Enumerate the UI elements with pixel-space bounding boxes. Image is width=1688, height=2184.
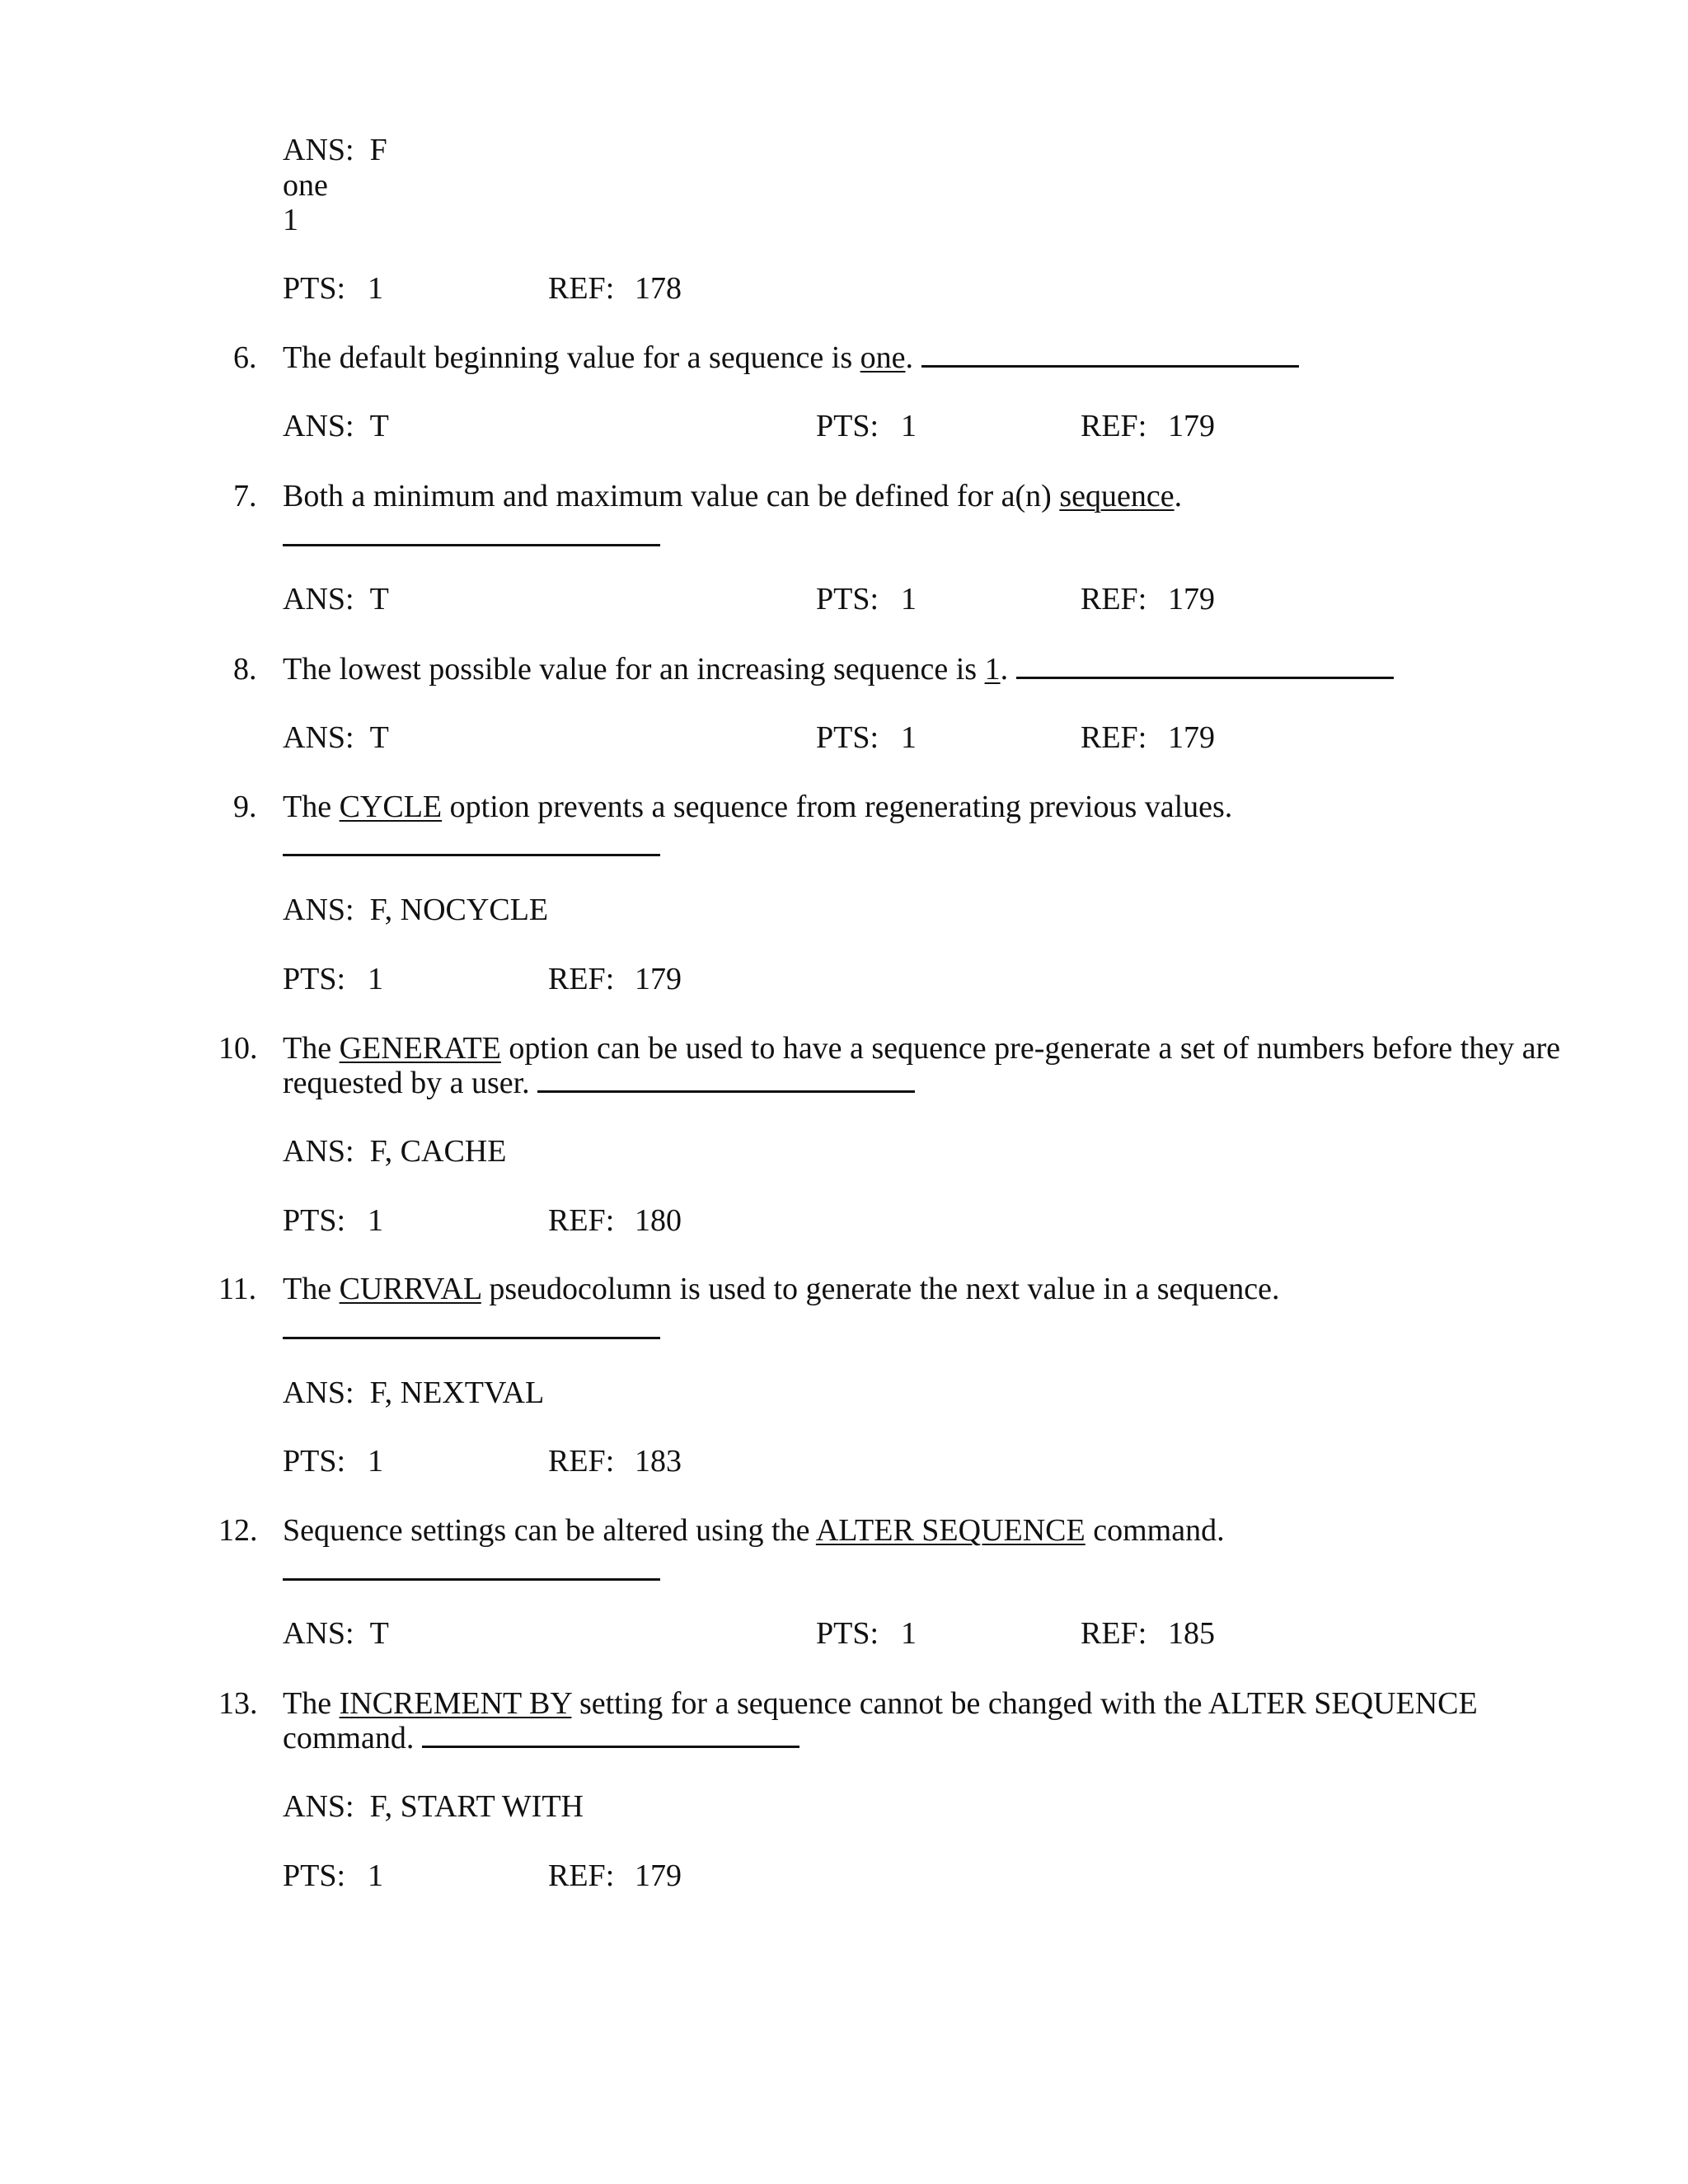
ans-value: T (369, 582, 389, 616)
answer-blank (283, 1578, 660, 1581)
ans-value: F, CACHE (369, 1134, 507, 1169)
reference-label: REF: (1081, 720, 1147, 755)
underlined-term: ALTER SEQUENCE (815, 1513, 1085, 1548)
question-number: 10. (218, 1031, 258, 1066)
answer-blank (1016, 652, 1394, 679)
ans-label: ANS: (283, 1789, 354, 1824)
question-text-part: The (283, 1031, 340, 1066)
answer-line (283, 892, 548, 928)
points-value: 1 (368, 271, 383, 306)
question-text (283, 1030, 1560, 1066)
points-value: 1 (901, 409, 917, 443)
ans-label: ANS: (283, 582, 354, 616)
question-text-part: option can be used to have a sequence pre-generate a set of numbers before they are (500, 1031, 1560, 1066)
reference-label: REF: (548, 1858, 615, 1893)
points-label: PTS: (283, 1858, 346, 1893)
question-text-part: The (283, 1272, 340, 1306)
answer-blank (422, 1721, 799, 1748)
question-text-part: command. (1085, 1513, 1225, 1548)
question-text-part: setting for a sequence cannot be changed with the ALTER SEQUENCE (571, 1686, 1478, 1721)
question-text (283, 340, 1299, 376)
ans-value: T (369, 1616, 389, 1651)
reference-value: 183 (635, 1444, 682, 1479)
question-text (283, 789, 1232, 825)
ans-value: F, NOCYCLE (369, 893, 549, 927)
underlined-term: CURRVAL (339, 1272, 481, 1306)
answer-blank (283, 544, 660, 546)
answer-line (283, 1788, 584, 1825)
reference-value: 178 (635, 271, 682, 306)
ans-value: F (369, 133, 387, 167)
answer-line (283, 581, 389, 617)
reference-value: 179 (635, 1858, 682, 1893)
reference-value: 179 (1168, 409, 1215, 443)
ans-label: ANS: (283, 893, 354, 927)
reference-value: 180 (635, 1203, 682, 1238)
answer-line (283, 408, 389, 444)
underlined-term: INCREMENT BY (339, 1686, 572, 1721)
ans-label: ANS: (283, 1616, 354, 1651)
question-text-part: . (905, 340, 921, 375)
question-text (283, 1512, 1225, 1549)
question-text-part: option prevents a sequence from regenerating previous values. (442, 790, 1233, 824)
underlined-term: 1 (984, 652, 1001, 687)
ans-label: ANS: (283, 409, 354, 443)
question-text-part: requested by a user. (283, 1066, 538, 1100)
ans-label: ANS: (283, 1376, 354, 1410)
question-text (283, 1685, 1478, 1722)
ans-value: F, NEXTVAL (369, 1376, 545, 1410)
points-value: 1 (368, 1858, 383, 1893)
points-label: PTS: (816, 409, 879, 443)
ans-value: T (369, 409, 389, 443)
reference-label: REF: (548, 962, 615, 996)
reference-label: REF: (548, 1203, 615, 1238)
question-text (283, 651, 1394, 687)
question-number: 6. (233, 340, 257, 375)
answer-line (283, 1375, 544, 1411)
underlined-term: CYCLE (339, 790, 443, 824)
points-label: PTS: (283, 1203, 346, 1238)
question-text-part: . (1000, 652, 1016, 687)
question-number: 11. (218, 1272, 257, 1306)
points-value: 1 (368, 962, 383, 996)
question-text-part: pseudocolumn is used to generate the next value in a sequence. (481, 1272, 1280, 1306)
answer-line (283, 1615, 389, 1652)
ans-label: ANS: (283, 133, 354, 167)
question-number: 7. (233, 479, 257, 513)
answer-blank (921, 340, 1299, 368)
points-value: 1 (368, 1203, 383, 1238)
underlined-term: GENERATE (339, 1031, 501, 1066)
reference-value: 179 (1168, 720, 1215, 755)
answer-extra-line: 1 (283, 203, 298, 237)
ans-label: ANS: (283, 720, 354, 755)
question-text-continued (283, 1065, 915, 1101)
underlined-term: sequence (1059, 479, 1175, 513)
reference-label: REF: (548, 1444, 615, 1479)
answer-blank (283, 1337, 660, 1339)
question-text (283, 478, 1182, 514)
answer-extra-line: one (283, 168, 328, 203)
answer-line (283, 1133, 506, 1169)
reference-label: REF: (1081, 582, 1147, 616)
reference-label: REF: (1081, 409, 1147, 443)
question-text-part: Sequence settings can be altered using the (283, 1513, 816, 1548)
ans-value: T (369, 720, 389, 755)
question-number: 9. (233, 790, 257, 824)
question-text-part: The (283, 1686, 340, 1721)
ans-value: F, START WITH (369, 1789, 584, 1824)
question-number: 12. (218, 1513, 258, 1548)
points-value: 1 (901, 582, 917, 616)
answer-blank (537, 1066, 915, 1093)
points-label: PTS: (816, 582, 879, 616)
points-label: PTS: (283, 271, 346, 306)
points-value: 1 (901, 1616, 917, 1651)
question-number: 13. (218, 1686, 258, 1721)
points-label: PTS: (816, 1616, 879, 1651)
question-text-part: The (283, 790, 340, 824)
underlined-term: one (860, 340, 906, 375)
reference-value: 179 (635, 962, 682, 996)
question-text-part: . (1174, 479, 1183, 513)
question-number: 8. (233, 652, 257, 687)
reference-value: 185 (1168, 1616, 1215, 1651)
question-text-part: The lowest possible value for an increasing sequence is (283, 652, 985, 687)
points-value: 1 (901, 720, 917, 755)
question-text-part: Both a minimum and maximum value can be defined for a(n) (283, 479, 1060, 513)
ans-label: ANS: (283, 1134, 354, 1169)
points-value: 1 (368, 1444, 383, 1479)
answer-line (283, 719, 389, 756)
points-label: PTS: (816, 720, 879, 755)
reference-label: REF: (1081, 1616, 1147, 1651)
points-label: PTS: (283, 962, 346, 996)
question-text-continued (283, 1720, 799, 1756)
question-text (283, 1271, 1280, 1307)
reference-label: REF: (548, 271, 615, 306)
question-text-part: The default beginning value for a sequence is (283, 340, 860, 375)
points-label: PTS: (283, 1444, 346, 1479)
reference-value: 179 (1168, 582, 1215, 616)
answer-line (283, 132, 387, 168)
answer-blank (283, 854, 660, 856)
question-text-part: command. (283, 1721, 422, 1755)
